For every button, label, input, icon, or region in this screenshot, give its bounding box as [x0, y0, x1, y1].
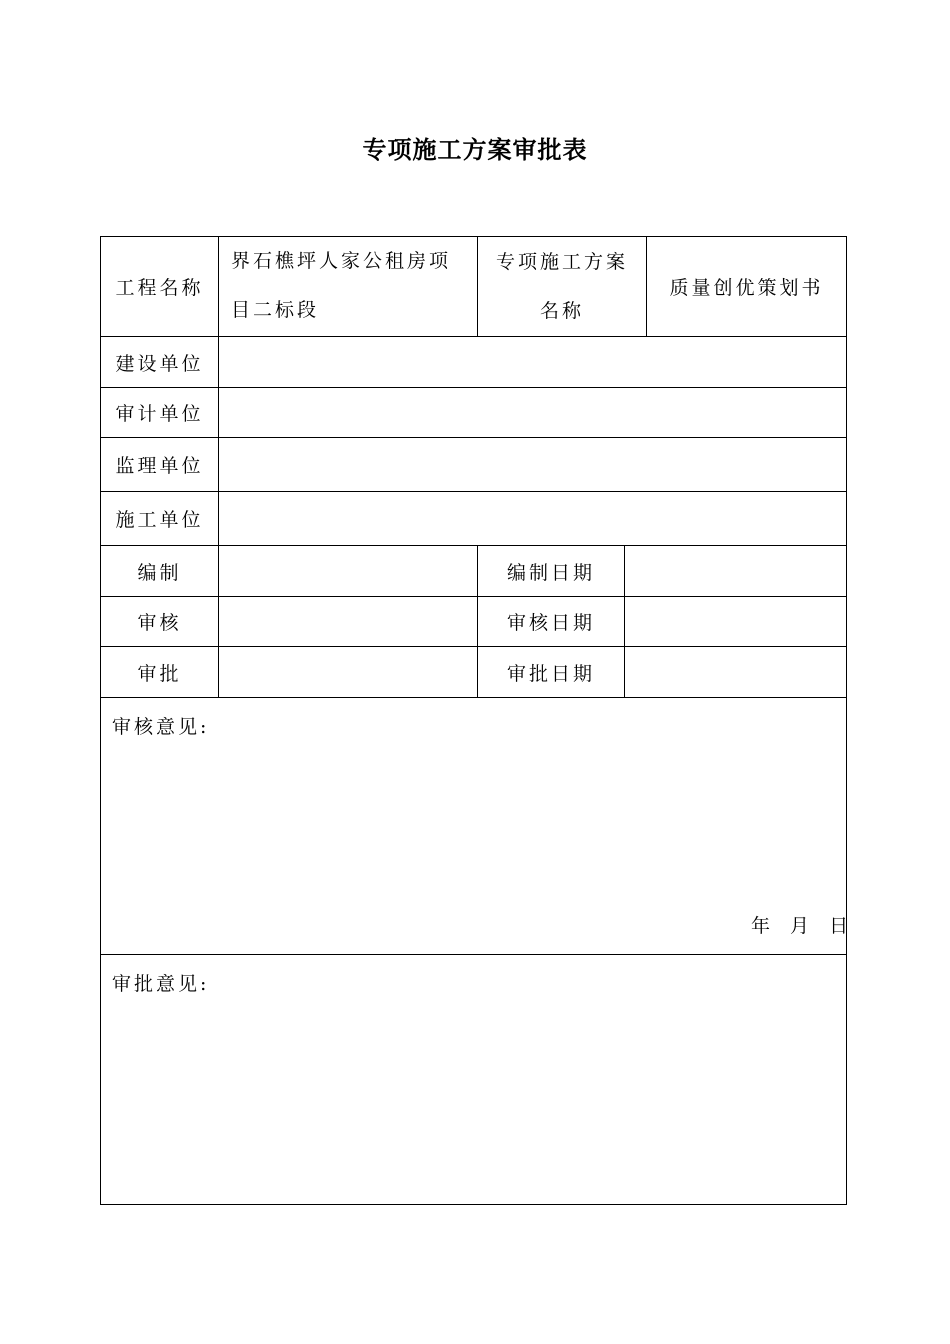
review-opinion-date: 年 月 日 — [751, 915, 852, 937]
project-name-value — [219, 237, 477, 336]
construction-unit-label: 建设单位 — [115, 352, 204, 375]
row-divider — [100, 954, 847, 955]
plan-name-value: 质量创优策划书 — [669, 277, 824, 299]
review-date-label: 审核日期 — [506, 612, 595, 634]
approve-label: 审批 — [137, 662, 182, 685]
project-name-line2: 目二标段 — [231, 299, 320, 321]
audit-unit-field[interactable] — [219, 388, 846, 437]
supervision-unit-field[interactable] — [219, 438, 846, 491]
review-opinion-label: 审核意见: — [112, 716, 210, 738]
contractor-unit-label: 施工单位 — [115, 509, 204, 531]
row-divider — [100, 697, 847, 698]
review-opinion-field[interactable] — [101, 740, 846, 900]
review-date-field[interactable] — [625, 597, 846, 646]
prepare-date-label: 编制日期 — [506, 561, 595, 584]
approve-date-label: 审批日期 — [506, 662, 595, 685]
plan-name-label — [478, 237, 646, 336]
approve-opinion-field[interactable] — [101, 1000, 846, 1200]
approve-date-field[interactable] — [625, 647, 846, 697]
prepare-label: 编制 — [137, 561, 182, 584]
approve-field[interactable] — [219, 647, 477, 697]
plan-name-label-line1: 专项施工方案 — [495, 250, 628, 273]
approve-opinion-label: 审批意见: — [112, 973, 210, 995]
plan-name-label-line2: 名称 — [539, 299, 584, 322]
project-name-label: 工程名称 — [115, 277, 204, 299]
review-field[interactable] — [219, 597, 477, 646]
construction-unit-field[interactable] — [219, 337, 846, 387]
prepare-field[interactable] — [219, 546, 477, 596]
contractor-unit-field[interactable] — [219, 492, 846, 545]
supervision-unit-label: 监理单位 — [115, 455, 204, 477]
project-name-line1: 界石樵坪人家公租房项 — [231, 250, 452, 272]
page-title: 专项施工方案审批表 — [362, 135, 588, 164]
prepare-date-field[interactable] — [625, 546, 846, 596]
review-label: 审核 — [137, 612, 182, 634]
audit-unit-label: 审计单位 — [115, 403, 204, 425]
